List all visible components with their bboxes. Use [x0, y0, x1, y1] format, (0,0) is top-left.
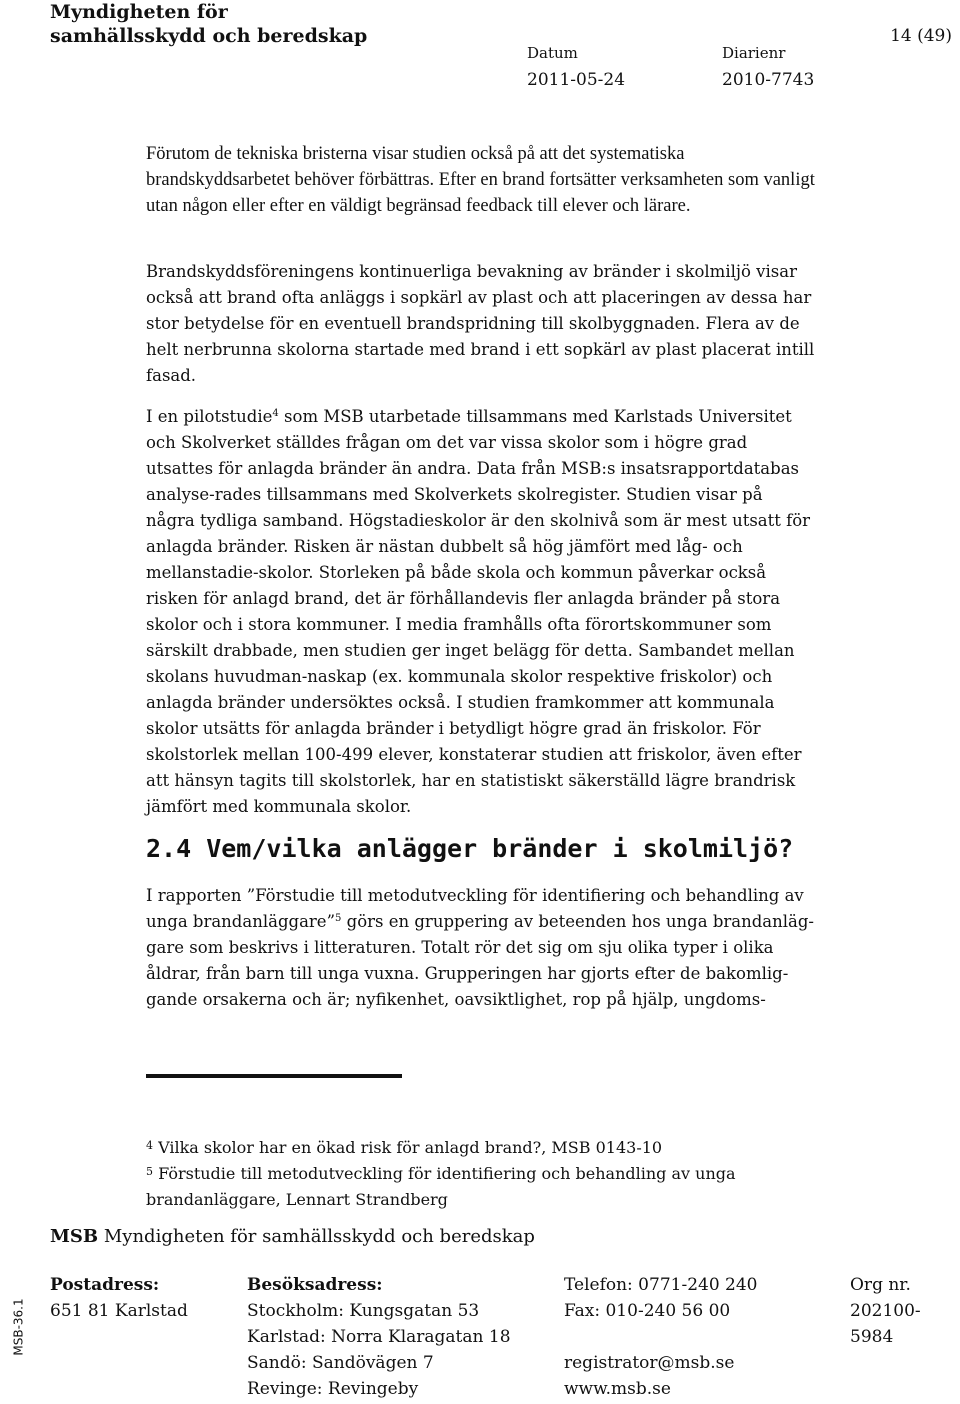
email-link[interactable]: registrator@msb.se	[564, 1353, 735, 1373]
paragraph-4	[146, 883, 816, 1013]
date-value: 2011-05-24	[527, 70, 626, 90]
section-heading: 2.4 Vem/vilka anlägger bränder i skolmiljö?	[146, 834, 794, 863]
footnotes	[146, 1135, 786, 1213]
fax-number: Fax: 010-240 56 00	[564, 1301, 731, 1321]
paragraph-2	[146, 259, 816, 389]
footer-brand-logo-text: MSB	[50, 1226, 99, 1247]
footnote-ref-5[interactable]: 5	[335, 913, 342, 924]
footnote-4	[146, 1135, 786, 1161]
document-code: MSB-36.1	[11, 1298, 26, 1356]
org-name-line2: samhällsskydd och beredskap	[50, 25, 368, 47]
visit-label: Besöksadress:	[247, 1275, 383, 1295]
paragraph-1	[146, 141, 816, 219]
footer-visit	[247, 1272, 511, 1402]
web-link[interactable]: www.msb.se	[564, 1379, 671, 1399]
phone-number: Telefon: 0771-240 240	[564, 1275, 758, 1295]
footnote-text: Vilka skolor har en ökad risk för anlagd brand?, MSB 0143-10	[158, 1138, 663, 1157]
footer-postal	[50, 1272, 188, 1324]
date-label: Datum	[527, 44, 578, 62]
paragraph-3	[146, 404, 816, 820]
paragraph-3-text-b: som MSB utarbetade tillsammans med Karlstads Universitet och Skolverket ställdes frågan om det var vissa skolor som i högre grad utsattes för anlagda bränder än andra. Data från MSB:s insatsrapportdatabas analyse-rades tillsammans med Skolverkets skolregister. Studien visar på några tydliga samband. Högstadieskolor är den skolnivå som är mest utsatt för anlagda bränder. Risken är nästan dubbelt så hög jämfört med låg- och mellanstadie-skolor. Storleken på både skola och kommun påverkar också risken för anlagd brand, det är förhållandevis fler anlagda bränder på stora skolor och i stora kommuner. I media framhålls ofta förortskommuner som särskilt drabbade, men studien ger inget belägg för detta. Sambandet mellan skolans huvudman-naskap (ex. kommunala skolor respektive friskolor) och anlagda bränder undersöktes också. I studien framkommer att kommunala skolor utsätts för anlagda bränder i betydligt högre grad än friskolor. För skolstorlek mellan 100-499 elever, konstaterar studien att friskolor, även efter att hänsyn tagits till skolstorlek, har en statistiskt säkerställd lägre brandrisk jämfört med kommunala skolor.	[146, 407, 811, 816]
footnote-number: 5	[146, 1165, 153, 1178]
footnote-ref-4[interactable]: 4	[272, 408, 279, 419]
footer-contact	[564, 1272, 758, 1402]
postal-address: 651 81 Karlstad	[50, 1301, 188, 1321]
visit-address-4: Revinge: Revingeby	[247, 1379, 419, 1399]
postal-label: Postadress:	[50, 1275, 160, 1295]
footnote-5	[146, 1161, 786, 1213]
paragraph-4-text-b: görs en gruppering av beteenden hos unga brandanläg-gare som beskrivs i litteraturen. Totalt rör det sig om sju olika typer i olika åldrar, från barn till unga vuxna. Grupperingen har gjorts efter de bakomlig-gande orsakerna och är; nyfikenhet, oavsiktlighet, rop på hjälp, ungdoms-	[146, 912, 815, 1009]
org-number-2: 5984	[850, 1327, 894, 1347]
diarienr-label: Diarienr	[722, 44, 786, 62]
paragraph-4-text-a: I rapporten ”Förstudie till metodutveckling för identifiering och behandling av unga brandanläggare”	[146, 886, 804, 931]
paragraph-3-text-a: I en pilotstudie	[146, 407, 273, 426]
footer-org	[850, 1272, 921, 1350]
org-name-line1: Myndigheten för	[50, 1, 228, 23]
visit-address-1: Stockholm: Kungsgatan 53	[247, 1301, 480, 1321]
page-number: 14 (49)	[890, 26, 952, 46]
visit-address-2: Karlstad: Norra Klaragatan 18	[247, 1327, 511, 1347]
footnote-number: 4	[146, 1139, 153, 1152]
org-label: Org nr.	[850, 1275, 911, 1295]
footer-brand-name: Myndigheten för samhällsskydd och beredskap	[98, 1226, 535, 1247]
paragraph-1-text: Förutom de tekniska bristerna visar studien också på att det systematiska brandskyddsarbetet behöver förbättras. Efter en brand fortsätter verksamheten som vanligt utan någon eller efter en väldigt begränsad feedback till elever och lärare.	[146, 144, 815, 216]
paragraph-2-text: Brandskyddsföreningens kontinuerliga bevakning av bränder i skolmiljö visar också att brand ofta anläggs i sopkärl av plast och att placeringen av dessa har stor betydelse för en eventuell brandspridning till skolbyggnaden. Flera av de helt nerbrunna skolorna startade med brand i ett sopkärl av plast placerat intill fasad.	[146, 262, 815, 385]
footnote-divider	[146, 1074, 402, 1078]
diarienr-value: 2010-7743	[722, 70, 815, 90]
footer-brand-line	[50, 1226, 535, 1247]
org-number-1: 202100-	[850, 1301, 921, 1321]
footnote-text: Förstudie till metodutveckling för identifiering och behandling av unga brandanläggare, Lennart Strandberg	[146, 1164, 736, 1209]
visit-address-3: Sandö: Sandövägen 7	[247, 1353, 434, 1373]
